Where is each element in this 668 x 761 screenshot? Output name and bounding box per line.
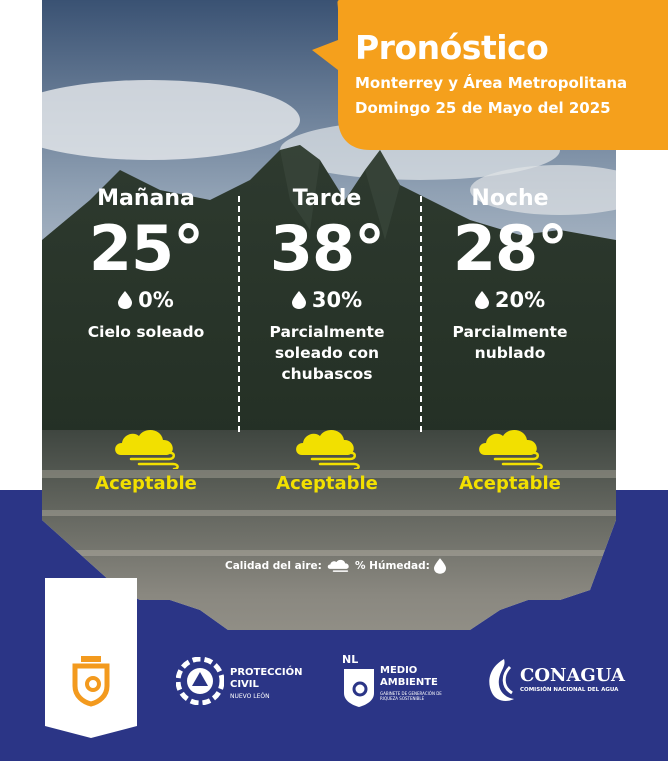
period-label: Mañana bbox=[97, 186, 195, 211]
period-label: Tarde bbox=[292, 186, 362, 211]
humidity-row bbox=[237, 286, 417, 314]
period-label: Noche bbox=[471, 186, 549, 211]
legend-humidity bbox=[355, 558, 446, 574]
nuevo-leon-badge bbox=[45, 578, 137, 738]
conagua-icon bbox=[484, 657, 518, 703]
air-quality-label: Aceptable bbox=[459, 473, 561, 494]
proteccion-civil-icon bbox=[176, 657, 224, 705]
temperature: 25° bbox=[88, 212, 204, 285]
cloud-wind-icon bbox=[111, 425, 181, 469]
air-quality-label: Aceptable bbox=[95, 473, 197, 494]
air-quality-morning bbox=[56, 425, 236, 494]
condition-text: Cielo soleado bbox=[87, 323, 205, 341]
forecast-column-morning bbox=[56, 184, 236, 343]
legend-air-quality-label: Calidad del aire: bbox=[225, 560, 322, 572]
air-quality-afternoon bbox=[237, 425, 417, 494]
water-drop-icon bbox=[434, 558, 446, 574]
proteccion-civil-logo bbox=[176, 655, 306, 707]
ma-line2: AMBIENTE bbox=[380, 677, 438, 688]
pc-line3: NUEVO LEÓN bbox=[230, 693, 270, 700]
temperature: 28° bbox=[452, 212, 568, 285]
location-label: Monterrey y Área Metropolitana bbox=[355, 74, 628, 92]
conagua-subtitle: COMISIÓN NACIONAL DEL AGUA bbox=[520, 687, 619, 693]
cloud-wind-icon bbox=[326, 558, 352, 574]
forecast-column-afternoon bbox=[237, 184, 417, 385]
cloud-wind-icon bbox=[292, 425, 362, 469]
water-drop-icon bbox=[292, 291, 306, 309]
air-quality-label: Aceptable bbox=[276, 473, 378, 494]
condition-text: Parcialmente soleado con chubascos bbox=[269, 323, 385, 383]
medio-ambiente-shield-icon bbox=[344, 669, 374, 707]
conagua-name: CONAGUA bbox=[520, 665, 625, 686]
pc-line2: CIVIL bbox=[230, 679, 259, 690]
condition-text: Parcialmente nublado bbox=[452, 323, 568, 362]
conagua-logo bbox=[484, 655, 625, 707]
humidity-row bbox=[420, 286, 600, 314]
humidity-value: 20% bbox=[494, 288, 546, 312]
air-quality-night bbox=[420, 425, 600, 494]
temperature: 38° bbox=[269, 212, 385, 285]
water-drop-icon bbox=[475, 291, 489, 309]
forecast-column-night bbox=[420, 184, 600, 364]
ma-line3: GABINETE DE GENERACIÓN DE RIQUEZA SOSTENIBLE bbox=[380, 691, 442, 701]
date-label: Domingo 25 de Mayo del 2025 bbox=[355, 99, 611, 117]
humidity-value: 30% bbox=[311, 288, 363, 312]
cloud-wind-icon bbox=[475, 425, 545, 469]
ma-line1: MEDIO bbox=[380, 665, 418, 676]
ma-prefix: NL bbox=[342, 653, 359, 666]
legend-air-quality bbox=[225, 558, 352, 574]
humidity-row bbox=[56, 286, 236, 314]
legend-humidity-label: % Húmedad: bbox=[355, 560, 430, 572]
pc-line1: PROTECCIÓN bbox=[230, 667, 303, 678]
water-drop-icon bbox=[118, 291, 132, 309]
medio-ambiente-logo bbox=[342, 653, 452, 709]
page-title: Pronóstico bbox=[355, 28, 549, 67]
humidity-value: 0% bbox=[138, 288, 174, 312]
